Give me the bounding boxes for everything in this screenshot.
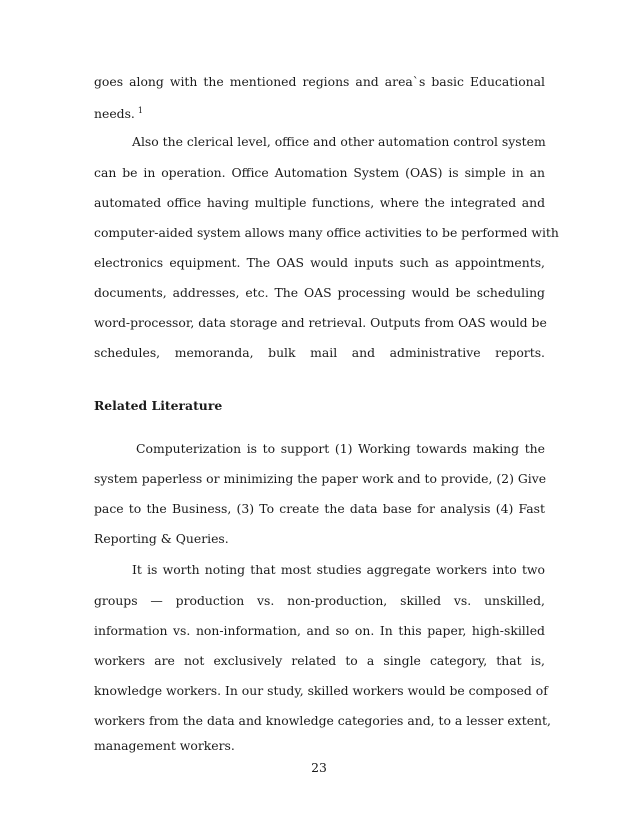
paragraph-2-line-2: can be in operation. Office Automation System (OAS) is simple in an — [94, 165, 545, 180]
paragraph-2-line-5: electronics equipment. The OAS would inputs such as appointments, — [94, 255, 545, 270]
paragraph-2-line-6: documents, addresses, etc. The OAS processing would be scheduling — [94, 285, 545, 300]
paragraph-2-line-4: computer-aided system allows many office activities to be performed with — [94, 225, 559, 240]
paragraph-4-line-7: management workers. — [94, 738, 235, 753]
paragraph-3-line-3: pace to the Business, (3) To create the data base for analysis (4) Fast — [94, 501, 545, 516]
paragraph-3-line-1: Computerization is to support (1) Working towards making the — [136, 441, 545, 456]
paragraph-3-line-2: system paperless or minimizing the paper work and to provide, (2) Give — [94, 471, 547, 486]
paragraph-2-line-7: word-processor, data storage and retrieval. Outputs from OAS would be — [94, 315, 547, 330]
footnote-reference: 1 — [137, 106, 143, 115]
paragraph-1-line-1: goes along with the mentioned regions and area`s basic Educational — [94, 74, 545, 89]
paragraph-4-line-2: groups — production vs. non-production, skilled vs. unskilled, — [94, 593, 545, 608]
paragraph-1-line-2-text: needs. — [94, 106, 135, 122]
paragraph-4-line-4: workers are not exclusively related to a single category, that is, — [94, 653, 545, 668]
paragraph-2-line-8: schedules, memoranda, bulk mail and administrative reports. — [94, 345, 545, 360]
paragraph-4-line-3: information vs. non-information, and so on. In this paper, high-skilled — [94, 623, 545, 638]
paragraph-4-line-5: knowledge workers. In our study, skilled workers would be composed of — [94, 683, 548, 698]
paragraph-3-line-4: Reporting & Queries. — [94, 531, 229, 546]
paragraph-2-line-1: Also the clerical level, office and other automation control system — [132, 134, 546, 149]
page-number: 23 — [311, 760, 327, 775]
paragraph-2-line-3: automated office having multiple functions, where the integrated and — [94, 195, 545, 210]
section-heading: Related Literature — [94, 398, 223, 413]
paragraph-4-line-1: It is worth noting that most studies aggregate workers into two — [132, 562, 545, 577]
paragraph-1-line-2 — [94, 103, 545, 122]
paragraph-4-line-6: workers from the data and knowledge categories and, to a lesser extent, — [94, 713, 551, 728]
